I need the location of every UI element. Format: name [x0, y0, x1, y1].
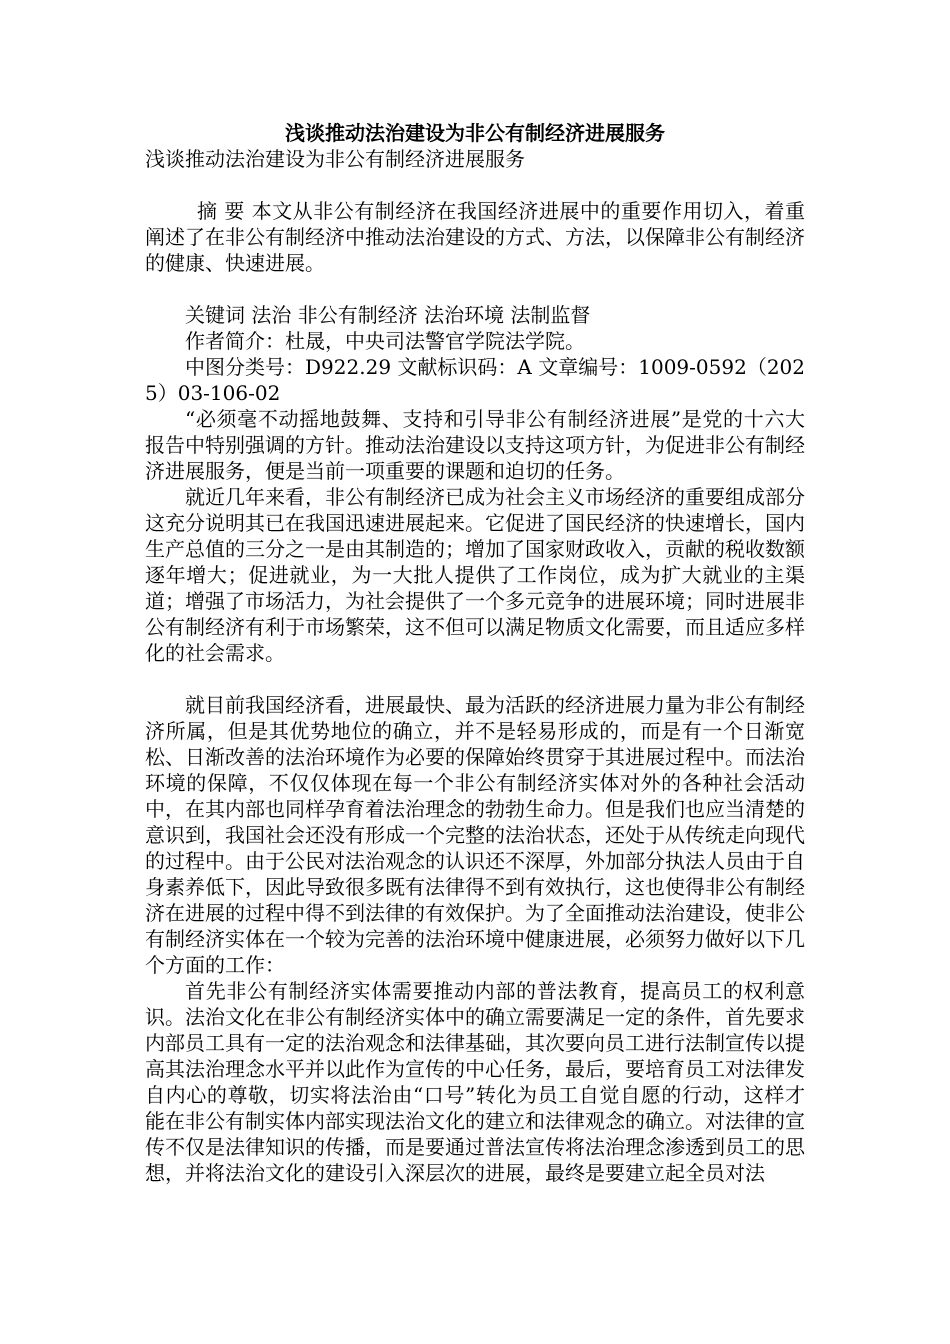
classification-info: 中图分类号：D922.29 文献标识码：A 文章编号：1009-0592（2025）03-106-02 [145, 355, 805, 405]
spacer [145, 666, 805, 692]
spacer [145, 172, 805, 198]
spacer [145, 276, 805, 302]
document-title: 浅谈推动法治建设为非公有制经济进展服务 [285, 121, 665, 145]
author-info: 作者简介：杜晟，中央司法警官学院法学院。 [185, 329, 585, 353]
abstract: 摘 要 本文从非公有制经济在我国经济进展中的重要作用切入，着重阐述了在非公有制经济中推动法治建设的方式、方法，以保障非公有制经济的健康、快速进展。 [145, 199, 805, 275]
paragraph-4: 首先非公有制经济实体需要推动内部的普法教育，提高员工的权利意识。法治文化在非公有制经济实体中的确立需要满足一定的条件，首先要求内部员工具有一定的法治观念和法律基础，其次要向员工进行法制宣传以提高其法治理念水平并以此作为宣传的中心任务，最后，要培育员工对法律发自内心的尊敬，切实将法治由“口号”转化为员工自觉自愿的行动，这样才能在非公有制实体内部实现法治文化的建立和法律观念的确立。对法律的宣传不仅是法律知识的传播，而是要通过普法宣传将法治理念渗透到员工的思想，并将法治文化的建设引入深层次的进展，最终是要建立起全员对法 [145, 979, 805, 1185]
paragraph-2: 就近几年来看，非公有制经济已成为社会主义市场经济的重要组成部分这充分说明其已在我国迅速进展起来。它促进了国民经济的快速增长，国内生产总值的三分之一是由其制造的；增加了国家财政收入，贡献的税收数额逐年增大；促进就业，为一大批人提供了工作岗位，成为扩大就业的主渠道；增强了市场活力，为社会提供了一个多元竞争的进展环境；同时进展非公有制经济有利于市场繁荣，这不但可以满足物质文化需要，而且适应多样化的社会需求。 [145, 485, 805, 665]
keywords: 关键词 法治 非公有制经济 法治环境 法制监督 [185, 303, 591, 327]
paragraph-3: 就目前我国经济看，进展最快、最为活跃的经济进展力量为非公有制经济所属，但是其优势地位的确立，并不是轻易形成的，而是有一个日渐宽松、日渐改善的法治环境作为必要的保障始终贯穿于其进展过程中。而法治环境的保障，不仅仅体现在每一个非公有制经济实体对外的各种社会活动中，在其内部也同样孕育着法治理念的勃勃生命力。但是我们也应当清楚的意识到，我国社会还没有形成一个完整的法治状态，还处于从传统走向现代的过程中。由于公民对法治观念的认识还不深厚，外加部分执法人员由于自身素养低下，因此导致很多既有法律得不到有效执行，这也使得非公有制经济在进展的过程中得不到法律的有效保护。为了全面推动法治建设，使非公有制经济实体在一个较为完善的法治环境中健康进展，必须努力做好以下几个方面的工作： [145, 693, 805, 977]
document-subtitle: 浅谈推动法治建设为非公有制经济进展服务 [145, 147, 525, 171]
document-page [145, 120, 805, 1186]
paragraph-1: “必须毫不动摇地鼓舞、支持和引导非公有制经济进展”是党的十六大报告中特别强调的方针。推动法治建设以支持这项方针，为促进非公有制经济进展服务，便是当前一项重要的课题和迫切的任务。 [145, 407, 805, 483]
